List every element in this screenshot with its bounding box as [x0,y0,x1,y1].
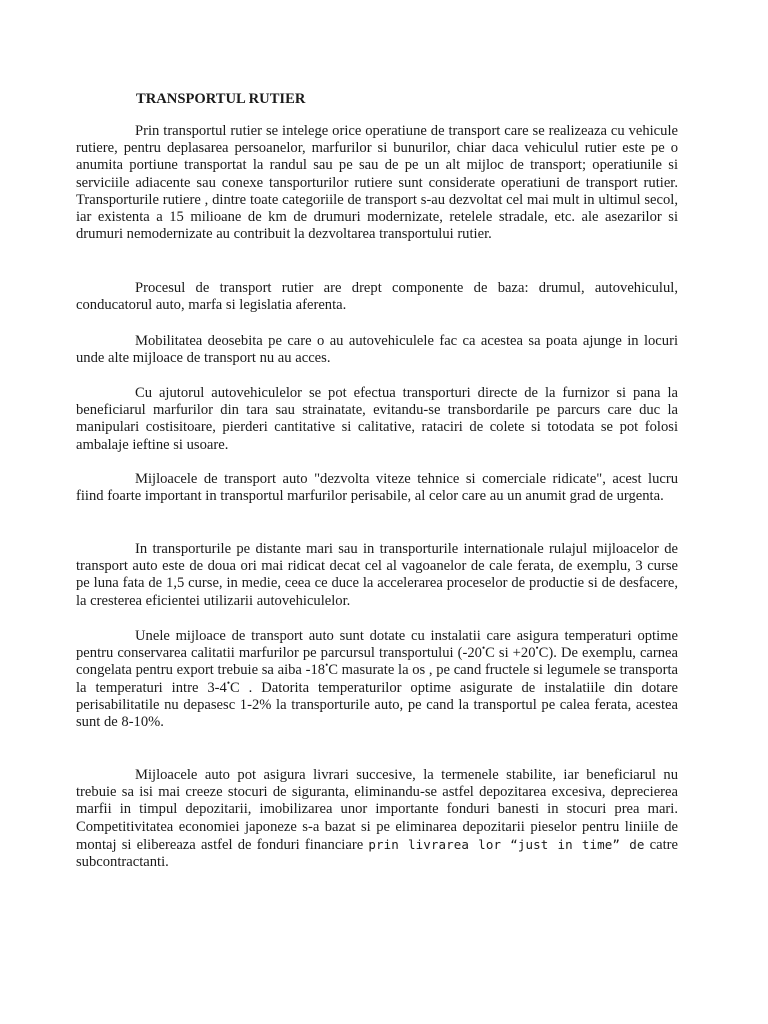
paragraph-definition: Prin transportul rutier se intelege orice operatiune de transport care se realizeaza cu vehicule rutiere, pentru deplasarea persoanelor, marfurilor si bunurilor, chiar daca vehiculul rutier este pe o anumita portiune transportat la randul sau pe sau de pe un alt mijloc de transport; operatiunile si serviciile adiacente sau conexe tansporturilor rutiere sunt considerate operatiuni de transport rutier. Transporturile rutiere , dintre toate categoriile de transport s-au dezvoltat cel mai mult in ultimul secol, iar existenta a 15 milioane de km de drumuri modernizate, retelele stradale, etc. ale asezarilor si drumuri nemodernizate au contribuit la dezvoltarea transportului rutier. [76,123,678,243]
paragraph-temperature-text-4: C masurate la os , pe cand fructele si legumele se transporta la temperaturi intre 3-4 [76,662,678,696]
degree-sign: • [325,660,329,671]
paragraph-temperature [76,628,678,731]
paragraph-temperature-text-2: C si +20 [485,645,536,662]
paragraph-just-in-time-text: Mijloacele auto pot asigura livrari succesive, la termenele stabilite, iar beneficiarul nu trebuie sa isi mai creeze stocuri de siguranta, eliminandu-se astfel depozitarea excesiva, deprecierea marfii in timpul depozitarii, imobilizarea unor importante fonduri banesti in stocuri prea mari. Competitivitatea economiei japoneze s-a bazat si pe eliminarea depozitarii pieselor pentru liniile de montaj si elibereaza astfel de fonduri financiare [76,767,678,853]
just-in-time-phrase: prin livrarea lor “just in time” de [368,836,645,852]
paragraph-mobility: Mobilitatea deosebita pe care o au autovehiculele fac ca acestea sa poata ajunge in locuri unde alte mijloace de transport nu au acces. [76,333,678,367]
paragraph-components: Procesul de transport rutier are drept componente de baza: drumul, autovehiculul, conducatorul auto, marfa si legislatia aferenta. [76,280,678,314]
degree-sign: • [535,643,539,654]
degree-sign: • [226,677,230,688]
document-title: TRANSPORTUL RUTIER [136,91,306,107]
paragraph-long-distance: In transporturile pe distante mari sau in transporturile internationale rulajul mijloacelor de transport auto este de doua ori mai ridicat decat cel al vagoanelor de cale ferata, de exemplu, 3 curse pe luna fata de 1,5 curse, in medie, ceea ce duce la accelerarea proceselor de productie si de desfacere, la cresterea eficientei utilizarii autovehiculelor. [76,541,678,609]
paragraph-temperature-text-3: C). De exemplu, carnea congelata pentru export trebuie sa aiba -18 [76,645,679,679]
paragraph-temperature-text-1: Unele mijloace de transport auto sunt dotate cu instalatii care asigura temperaturi optime pentru conservarea calitatii marfurilor pe parcursul transportului (-20 [76,628,678,662]
paragraph-speed: Mijloacele de transport auto "dezvolta viteze tehnice si comerciale ridicate", acest lucru fiind foarte important in transportul marfurilor perisabile, al celor care au un anumit grad de urgenta. [76,471,678,505]
paragraph-temperature-text-5: C . Datorita temperaturilor optime asigurate de instalatiile din dotare perisabilitatile nu depasesc 1-2% la transporturile auto, pe cand la transportul pe calea ferata, acestea sunt de 8-10%. [76,679,679,731]
degree-sign: • [481,643,486,654]
paragraph-just-in-time-end: catre subcontractanti. [76,836,678,871]
paragraph-just-in-time [76,767,678,871]
paragraph-direct-transport: Cu ajutorul autovehiculelor se pot efectua transporturi directe de la furnizor si pana la beneficiarul marfurilor din tara sau strainatate, evitandu-se transbordarile pe parcurs care duc la manipulari costisitoare, pierderi cantitative si calitative, rataciri de colete si totodata se pot folosi ambalaje ieftine si usoare. [76,385,678,453]
